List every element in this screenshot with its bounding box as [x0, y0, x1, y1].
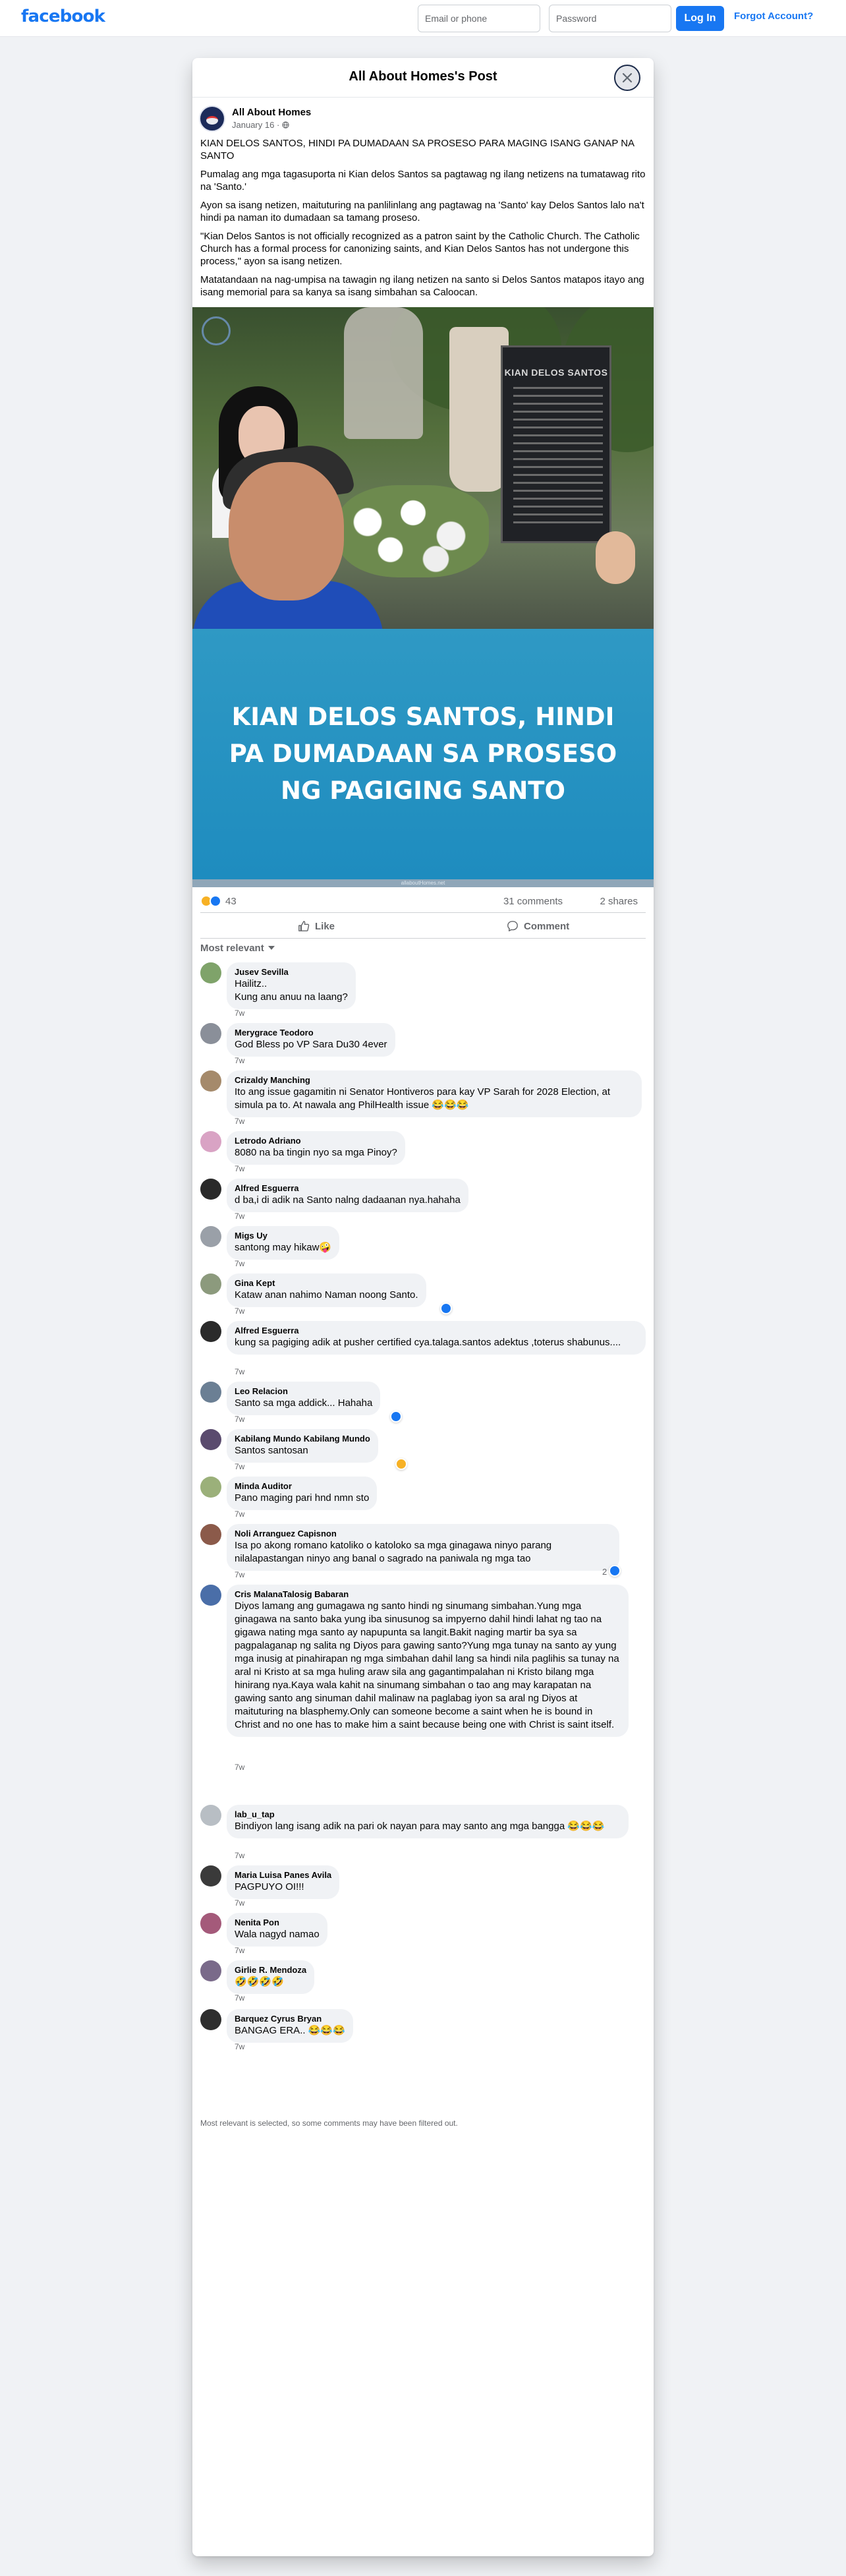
like-reaction-icon	[210, 895, 221, 907]
commenter-avatar[interactable]	[200, 1321, 221, 1342]
like-reaction-icon[interactable]	[390, 1411, 402, 1422]
commenter-avatar[interactable]	[200, 1382, 221, 1403]
comment-text: santong may hikaw🤪	[235, 1242, 332, 1253]
commenter-avatar[interactable]	[200, 1131, 221, 1152]
post-paragraph: KIAN DELOS SANTOS, HINDI PA DUMADAAN SA PROSESO PARA MAGING ISANG GANAP NA SANTO	[200, 138, 634, 161]
meta-separator: ·	[276, 120, 280, 130]
login-button[interactable]: Log In	[676, 6, 724, 31]
flower-arrangement	[337, 485, 489, 577]
post-paragraph: Pumalag ang mga tagasuporta ni Kian delos Santos sa pagtawag ng ilang netizens na tumatawag rito na 'Santo.'	[200, 169, 646, 192]
comment-label: Comment	[524, 920, 570, 932]
memorial-photo	[192, 307, 654, 629]
memorial-plaque-lines	[513, 387, 603, 529]
commenter-avatar[interactable]	[200, 1023, 221, 1044]
post-author-name[interactable]: All About Homes	[232, 107, 312, 118]
post-meta	[232, 120, 289, 130]
commenter-name[interactable]: Minda Auditor	[235, 1481, 292, 1491]
comment-text: d ba,i di adik na Santo nalng dadaanan nya.hahaha	[235, 1194, 461, 1206]
comment-bubble	[227, 1382, 380, 1415]
memorial-plaque	[501, 345, 611, 543]
memorial-plaque-title: KIAN DELOS SANTOS	[504, 367, 608, 378]
comment-time[interactable]: 7w	[235, 1009, 245, 1018]
commenter-name[interactable]: Noli Arranguez Capisnon	[235, 1529, 337, 1538]
commenter-name[interactable]: Letrodo Adriano	[235, 1136, 301, 1146]
commenter-avatar[interactable]	[200, 1226, 221, 1247]
comment-time[interactable]: 7w	[235, 1367, 245, 1376]
caret-down-icon	[268, 946, 275, 950]
comment-bubble	[227, 1023, 395, 1057]
like-reaction-icon[interactable]	[609, 1565, 621, 1577]
comment-time[interactable]: 7w	[235, 1056, 245, 1065]
comment-text: kung sa pagiging adik at pusher certified cya.talaga.santos adektus ,toterus shabunus....	[235, 1337, 621, 1348]
comment-time[interactable]: 7w	[235, 1415, 245, 1424]
like-reaction-icon[interactable]	[440, 1303, 452, 1314]
commenter-avatar[interactable]	[200, 1805, 221, 1826]
commenter-name[interactable]: Kabilang Mundo Kabilang Mundo	[235, 1434, 370, 1444]
post-actions	[200, 912, 646, 939]
comment-bubble	[227, 962, 356, 1009]
close-button[interactable]	[614, 65, 640, 91]
comment-text: Santo sa mga addick... Hahaha	[235, 1397, 373, 1409]
comment-text: Diyos lamang ang gumagawa ng santo hindi ng sinumang simbahan.Yung mga ginagawa na santo baka yung iba sinusunog sa impyerno dahil hindi lahat ng tao na gigawa nating mga santo ay napupunta sa langit.Bakit naging martir ba sya sa pagpalaganap ng salita ng Diyos para gawing santo?Yung mga tunay na santo ay yung mga inusig at pinahirapan ng mga simbahan dahil lang sa hindi nila paglihis sa tunay na aral ni Kristo at sa mga huling araw sila ang gagantimpalahan ni Kristo bilang mga hinirang nya.Kaya wala kahit na sinumang simbahan o tao ang may karapatan na gawing santo ang sinuman dahil malinaw na paglabag iyon sa aral ng Diyos at maituturing na blasphemy.Only can someone become a saint when he is bound in Christ and no one has to make him a saint because being one with Christ is saint itself.	[235, 1600, 619, 1730]
comment-time[interactable]: 7w	[235, 1259, 245, 1268]
filter-footnote: Most relevant is selected, so some comments may have been filtered out.	[200, 2119, 458, 2128]
image-caption-panel	[192, 629, 654, 879]
haha-reaction-icon[interactable]	[395, 1458, 407, 1470]
comment-text: Hailitz.. Kung anu anuu na laang?	[235, 978, 348, 1003]
facebook-logo[interactable]: facebook	[21, 7, 105, 26]
comment-sort-dropdown[interactable]	[200, 943, 275, 954]
commenter-name[interactable]: Barquez Cyrus Bryan	[235, 2014, 322, 2024]
commenter-name[interactable]: Crizaldy Manching	[235, 1075, 310, 1085]
comment-text: 🤣🤣🤣🤣	[235, 1976, 284, 1987]
page-avatar[interactable]	[199, 105, 225, 132]
comment-bubble	[227, 2009, 353, 2043]
comment-bubble	[227, 1429, 378, 1463]
comment-bubble	[227, 1273, 426, 1307]
comment-button[interactable]	[507, 916, 569, 937]
commenter-avatar[interactable]	[200, 1524, 221, 1545]
post-paragraph: Matatandaan na nag-umpisa na tawagin ng ilang netizen na santo si Delos Santos matapos itayo ang isang memorial para sa kanya sa isang simbahan sa Caloocan.	[200, 274, 644, 298]
comment-time[interactable]: 7w	[235, 1509, 245, 1519]
comment-reaction-count[interactable]: 2	[602, 1567, 607, 1577]
image-credit-bar	[192, 879, 654, 887]
comment-time[interactable]: 7w	[235, 1212, 245, 1221]
comment-bubble	[227, 1226, 339, 1260]
comment-count[interactable]: 31 comments	[503, 896, 563, 907]
comment-text: God Bless po VP Sara Du30 4ever	[235, 1039, 387, 1050]
badge-icon	[202, 316, 231, 345]
comment-text: Bindiyon lang isang adik na pari ok nayan para may santo ang mga bangga 😂😂😂	[235, 1821, 605, 1832]
commenter-avatar[interactable]	[200, 1429, 221, 1450]
comment-text: PAGPUYO OI!!!	[235, 1881, 304, 1892]
commenter-avatar[interactable]	[200, 2009, 221, 2030]
comment-bubble	[227, 1179, 468, 1212]
share-count[interactable]: 2 shares	[600, 896, 638, 907]
commenter-name[interactable]: Alfred Esguerra	[235, 1326, 299, 1335]
comment-bubble	[227, 1131, 405, 1165]
comment-bubble	[227, 1070, 642, 1117]
commenter-avatar[interactable]	[200, 1960, 221, 1981]
comment-bubble	[227, 1321, 646, 1355]
email-input[interactable]	[418, 5, 540, 32]
commenter-name[interactable]: lab_u_tap	[235, 1809, 275, 1819]
comment-text: Santos santosan	[235, 1445, 308, 1456]
like-button[interactable]	[298, 916, 335, 937]
comment-bubble	[227, 1913, 327, 1947]
commenter-avatar[interactable]	[200, 1585, 221, 1606]
comment-time[interactable]: 7w	[235, 1117, 245, 1126]
commenter-avatar[interactable]	[200, 1179, 221, 1200]
comment-time[interactable]: 7w	[235, 1763, 245, 1772]
comment-time[interactable]: 7w	[235, 1462, 245, 1471]
dialog-title: All About Homes's Post	[349, 69, 497, 84]
commenter-name[interactable]: Migs Uy	[235, 1231, 268, 1241]
commenter-name[interactable]: Cris MalanaTalosig Babaran	[235, 1589, 349, 1599]
post-body-text	[200, 137, 646, 305]
post-author-block	[199, 105, 647, 134]
commenter-name[interactable]: Gina Kept	[235, 1278, 275, 1288]
top-navigation-bar	[0, 0, 846, 37]
reaction-icons[interactable]	[200, 895, 224, 908]
comment-time[interactable]: 7w	[235, 1306, 245, 1316]
dialog-header	[192, 58, 654, 98]
globe-icon	[282, 121, 289, 129]
hand	[596, 531, 635, 584]
commenter-avatar[interactable]	[200, 1865, 221, 1887]
commenter-name[interactable]: Nenita Pon	[235, 1917, 279, 1927]
post-paragraph: "Kian Delos Santos is not officially recognized as a patron saint by the Catholic Church. The Catholic Church has a formal process for canonizing saints, and Kian Delos Santos has not undergone this process," ayon sa isang netizen.	[200, 231, 640, 267]
commenter-avatar[interactable]	[200, 1477, 221, 1498]
comment-icon	[507, 920, 519, 932]
comment-time[interactable]: 7w	[235, 1851, 245, 1860]
reactions-summary	[200, 889, 646, 915]
like-label: Like	[315, 920, 335, 932]
like-icon	[298, 920, 310, 932]
unveiling-cloth	[449, 327, 509, 492]
commenter-name[interactable]: Leo Relacion	[235, 1386, 288, 1396]
comment-bubble	[227, 1865, 339, 1899]
commenter-name[interactable]: Alfred Esguerra	[235, 1183, 299, 1193]
commenter-name[interactable]: Maria Luisa Panes Avila	[235, 1870, 332, 1880]
comment-time[interactable]: 7w	[235, 1993, 245, 2003]
comment-text: Isa po akong romano katoliko o katoloko sa mga ginagawa ninyo parang nilalapastangan ninyo ang banal o sagrado na paniwala ng mga tao	[235, 1540, 552, 1564]
comment-bubble	[227, 1524, 619, 1571]
comment-text: Pano maging pari hnd nmn sto	[235, 1492, 370, 1504]
comment-time[interactable]: 7w	[235, 1570, 245, 1579]
comment-text: Kataw anan nahimo Naman noong Santo.	[235, 1289, 418, 1301]
person-face	[229, 462, 344, 600]
comment-time[interactable]: 7w	[235, 1164, 245, 1173]
image-credit: allaboutHomes.net	[401, 880, 445, 886]
comment-time[interactable]: 7w	[235, 1898, 245, 1908]
commenter-avatar[interactable]	[200, 1273, 221, 1295]
commenter-avatar[interactable]	[200, 1913, 221, 1934]
password-input[interactable]	[549, 5, 671, 32]
post-date[interactable]: January 16	[232, 120, 275, 130]
image-caption: KIAN DELOS SANTOS, HINDI PA DUMADAAN SA PROSESO NG PAGIGING SANTO	[229, 703, 617, 805]
comment-text: Ito ang issue gagamitin ni Senator Hontiveros para kay VP Sarah for 2028 Election, at simula pa to. At nawala ang PhilHealth issue 😂😂😂	[235, 1086, 611, 1111]
post-paragraph: Ayon sa isang netizen, maituturing na panlilinlang ang pagtawag na 'Santo' kay Delos Santos lalo na't hindi pa naman ito dumadaan sa tamang proseso.	[200, 200, 644, 223]
sort-label: Most relevant	[200, 943, 264, 954]
forgot-account-link[interactable]: Forgot Account?	[734, 11, 814, 22]
comment-bubble	[227, 1960, 314, 1994]
comment-text: 8080 na ba tingin nyo sa mga Pinoy?	[235, 1147, 397, 1158]
comment-time[interactable]: 7w	[235, 1946, 245, 1955]
close-icon	[622, 73, 633, 83]
commenter-avatar[interactable]	[200, 962, 221, 983]
commenter-name[interactable]: Jusev Sevilla	[235, 967, 289, 977]
post-image[interactable]	[192, 307, 654, 887]
commenter-name[interactable]: Merygrace Teodoro	[235, 1028, 314, 1038]
reaction-count[interactable]: 43	[225, 896, 237, 907]
comment-bubble	[227, 1585, 629, 1737]
commenter-avatar[interactable]	[200, 1070, 221, 1092]
comment-bubble	[227, 1477, 377, 1510]
post-dialog	[192, 58, 654, 2556]
comment-text: BANGAG ERA.. 😂😂😂	[235, 2025, 345, 2036]
comment-time[interactable]: 7w	[235, 2042, 245, 2051]
statue	[344, 307, 423, 439]
comment-bubble	[227, 1805, 629, 1838]
commenter-name[interactable]: Girlie R. Mendoza	[235, 1965, 307, 1975]
comment-text: Wala nagyd namao	[235, 1929, 320, 1940]
